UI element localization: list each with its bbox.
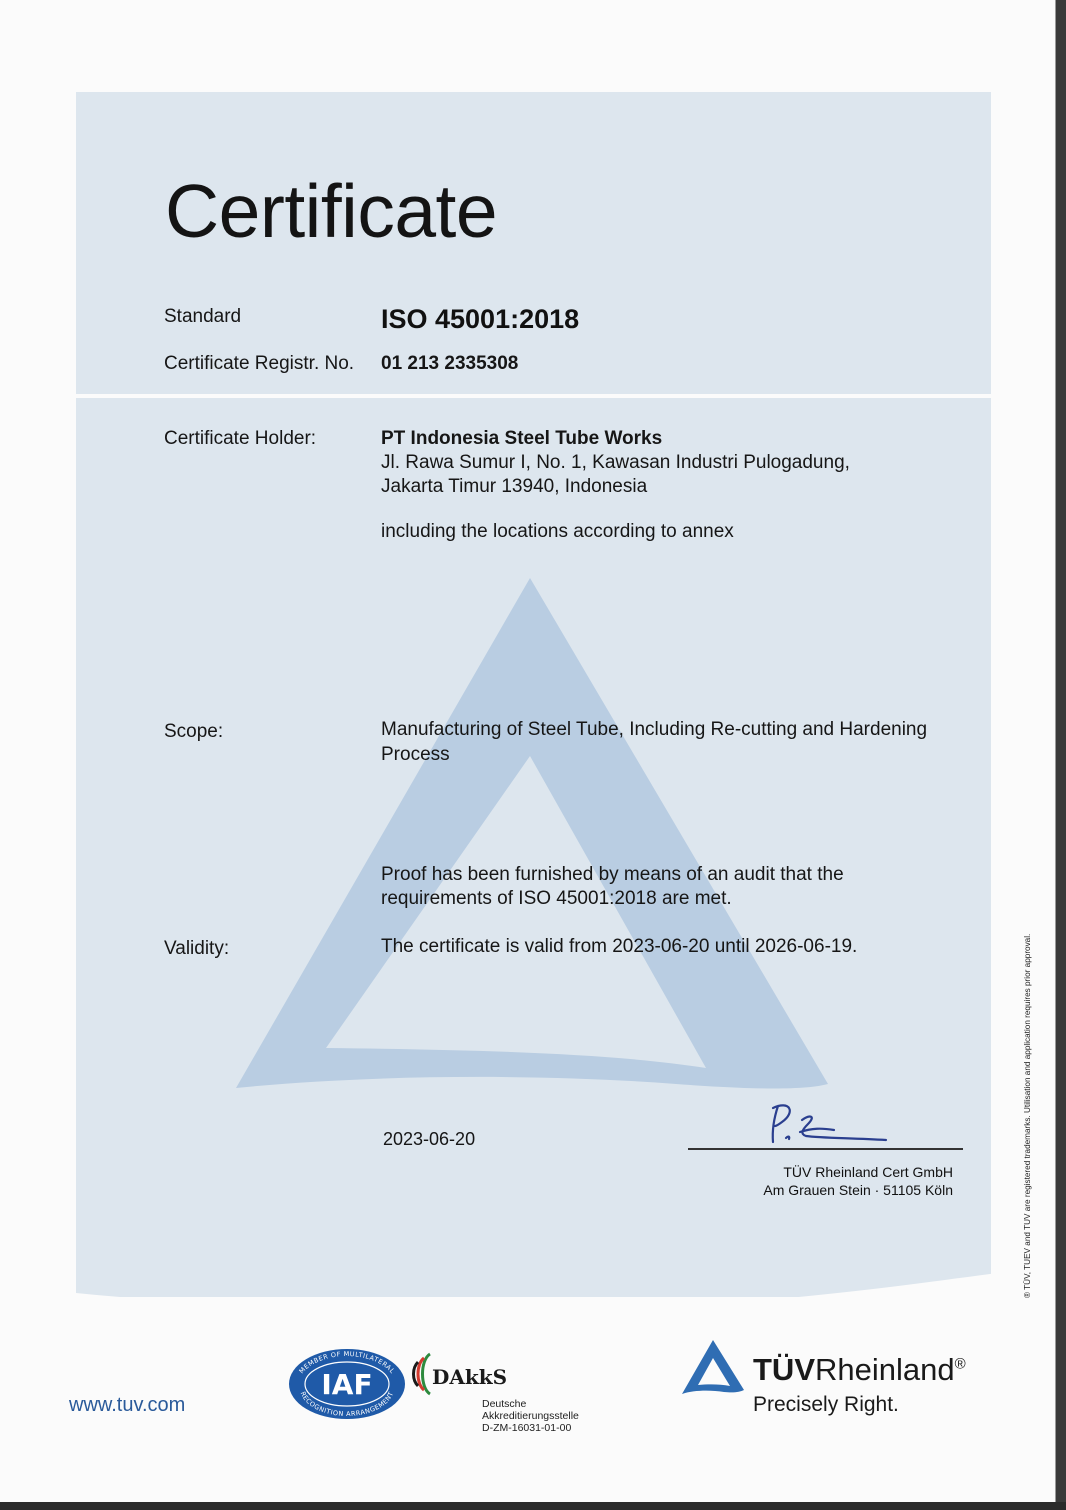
validity-value: The certificate is valid from 2023-06-20 until 2026-06-19.	[381, 936, 858, 957]
holder-address-line-1: Jl. Rawa Sumur I, No. 1, Kawasan Industri Pulogadung,	[381, 452, 850, 473]
proof-line-1: Proof has been furnished by means of an audit that the	[381, 864, 844, 885]
holder-address-line-2: Jakarta Timur 13940, Indonesia	[381, 476, 648, 497]
issuer-name: TÜV Rheinland Cert GmbH	[783, 1164, 953, 1180]
dakks-logo	[412, 1350, 512, 1398]
iaf-logo-text: IAF	[321, 1368, 373, 1401]
signature	[760, 1098, 890, 1148]
dakks-line-2: Akkreditierungsstelle	[482, 1410, 579, 1422]
tuv-brand-regular: Rheinland	[815, 1352, 955, 1387]
paper-edge	[1056, 0, 1066, 1510]
issuer-address: Am Grauen Stein · 51105 Köln	[763, 1182, 953, 1198]
tuv-registered-mark: ®	[954, 1355, 966, 1373]
holder-label: Certificate Holder:	[164, 428, 317, 449]
panel-bottom-wave	[76, 1272, 991, 1297]
standard-value: ISO 45001:2018	[381, 304, 580, 334]
iaf-logo	[288, 1348, 406, 1420]
scope-label: Scope:	[164, 721, 224, 742]
validity-label: Validity:	[164, 938, 230, 959]
dakks-logo-text: DAkkS	[432, 1365, 508, 1389]
certificate-title: Certificate	[165, 169, 498, 253]
issue-date: 2023-06-20	[383, 1129, 476, 1149]
registr-value: 01 213 2335308	[381, 353, 519, 374]
scope-line-2: Process	[381, 744, 450, 765]
tuv-slogan: Precisely Right.	[753, 1393, 899, 1416]
holder-locations-note: including the locations according to annex	[381, 521, 734, 542]
iaf-ring-top-text: MEMBER OF MULTILATERAL	[297, 1349, 397, 1376]
dakks-line-3: D-ZM-16031-01-00	[482, 1422, 572, 1434]
dakks-line-1: Deutsche	[482, 1398, 527, 1410]
standard-label: Standard	[164, 306, 242, 327]
proof-line-2: requirements of ISO 45001:2018 are met.	[381, 888, 732, 909]
tuv-brand-bold: TÜV	[753, 1352, 815, 1387]
signature-line	[688, 1148, 963, 1150]
iaf-ring-bottom-text: RECOGNITION ARRANGEMENT	[298, 1390, 396, 1419]
paper-edge-line	[1055, 0, 1056, 1510]
scope-line-1: Manufacturing of Steel Tube, Including Re-cutting and Hardening	[381, 719, 928, 740]
trademark-note: ® TÜV, TUEV and TUV are registered trademarks. Utilisation and application requires prior approval.	[1023, 933, 1032, 1298]
tuv-triangle-logo	[680, 1338, 746, 1398]
paper-edge-bottom	[0, 1502, 1066, 1510]
tuv-brand-name	[753, 1352, 966, 1388]
website-link[interactable]: www.tuv.com	[69, 1394, 186, 1416]
registr-label: Certificate Registr. No.	[164, 353, 355, 374]
section-divider	[76, 394, 991, 398]
holder-name: PT Indonesia Steel Tube Works	[381, 428, 663, 449]
